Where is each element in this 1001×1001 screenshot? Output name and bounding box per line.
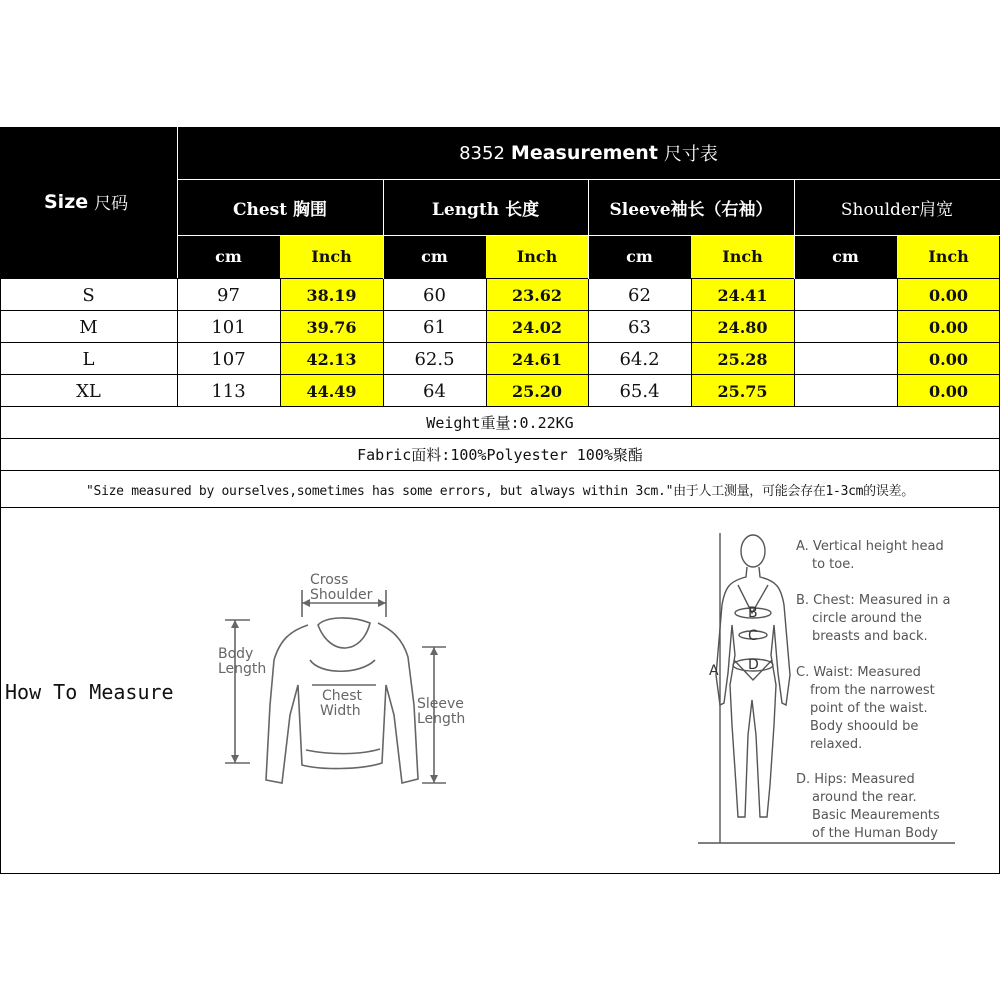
body-marker: D <box>748 657 759 673</box>
sleeve-cm-cell: 65.4 <box>619 380 660 402</box>
body-note: relaxed. <box>810 737 863 752</box>
body-note: Body shoould be <box>810 719 919 734</box>
shoulder-cm-cell <box>794 311 897 343</box>
unit-inch: Inch <box>691 235 794 278</box>
body-note: breasts and back. <box>812 629 928 644</box>
body-note: of the Human Body <box>812 826 938 841</box>
unit-cm: cm <box>588 235 691 278</box>
chest-inch-cell: 44.49 <box>280 375 383 407</box>
body-note: to toe. <box>812 557 855 572</box>
sleeve-inch-cell: 24.41 <box>691 279 794 311</box>
sleeve-inch-cell: 24.80 <box>691 311 794 343</box>
fabric-info: Fabric面料:100%Polyester 100%聚酯 <box>357 446 643 464</box>
table-title: 8352 Measurement 尺寸表 <box>459 142 718 165</box>
cross-shoulder-label: Shoulder <box>310 587 373 603</box>
chest-cm-cell: 101 <box>211 316 246 338</box>
size-cell: M <box>79 316 98 338</box>
body-note: Basic Meaurements <box>812 808 940 823</box>
body-length-label: Length <box>218 661 267 677</box>
shoulder-inch-cell: 0.00 <box>897 279 1000 311</box>
shoulder-group-header: Shoulder肩宽 <box>840 199 954 220</box>
body-marker: C <box>748 628 758 644</box>
shirt-diagram <box>210 565 480 800</box>
length-inch-cell: 25.20 <box>486 375 588 407</box>
chest-cm-cell: 97 <box>217 284 240 306</box>
chest-cm-cell: 113 <box>211 380 246 402</box>
chest-width-label: Chest <box>322 688 363 704</box>
length-inch-cell: 24.61 <box>486 343 588 375</box>
body-figure-diagram <box>690 525 970 850</box>
unit-cm: cm <box>383 235 486 278</box>
unit-cm: cm <box>794 235 897 278</box>
chest-inch-cell: 39.76 <box>280 311 383 343</box>
sleeve-length-label: Length <box>417 711 466 727</box>
body-note: from the narrowest <box>810 683 935 698</box>
sleeve-cm-cell: 62 <box>628 284 651 306</box>
sleeve-length-label: Sleeve <box>417 696 464 712</box>
shoulder-cm-cell <box>794 375 897 407</box>
body-length-label: Body <box>218 646 254 662</box>
body-note: point of the waist. <box>810 701 928 716</box>
shoulder-cm-cell <box>794 279 897 311</box>
measurement-note: "Size measured by ourselves,sometimes has some errors, but always within 3cm."由于人工测量，可能会存在1-3cm的误差。 <box>86 483 914 499</box>
shoulder-inch-cell: 0.00 <box>897 311 1000 343</box>
sleeve-group-header: Sleeve袖长（右袖） <box>609 199 773 220</box>
size-cell: S <box>82 284 95 306</box>
length-cm-cell: 61 <box>423 316 446 338</box>
body-note: A. Vertical height head <box>796 539 944 554</box>
shoulder-inch-cell: 0.00 <box>897 375 1000 407</box>
body-marker: A <box>709 663 719 679</box>
unit-inch: Inch <box>486 235 588 278</box>
body-note: D. Hips: Measured <box>796 772 915 787</box>
body-note: circle around the <box>812 611 922 626</box>
body-note: C. Waist: Measured <box>796 665 921 680</box>
sleeve-inch-cell: 25.28 <box>691 343 794 375</box>
body-marker: B <box>748 605 758 621</box>
weight-info: Weight重量:0.22KG <box>426 414 574 432</box>
length-cm-cell: 64 <box>423 380 446 402</box>
sleeve-inch-cell: 25.75 <box>691 375 794 407</box>
body-note: B. Chest: Measured in a <box>796 593 951 608</box>
body-note: around the rear. <box>812 790 917 805</box>
shoulder-cm-cell <box>794 343 897 375</box>
sleeve-cm-cell: 64.2 <box>619 348 660 370</box>
size-header: Size 尺码 <box>44 190 129 214</box>
unit-inch: Inch <box>897 235 1000 278</box>
size-cell: L <box>82 348 95 370</box>
size-cell: XL <box>76 380 101 402</box>
unit-inch: Inch <box>280 235 383 278</box>
unit-cm: cm <box>177 235 280 278</box>
length-inch-cell: 24.02 <box>486 311 588 343</box>
chest-group-header: Chest 胸围 <box>232 199 328 220</box>
how-to-measure-label: How To Measure <box>5 680 174 704</box>
chest-cm-cell: 107 <box>211 348 246 370</box>
chest-width-label: Width <box>320 703 361 719</box>
length-cm-cell: 60 <box>423 284 446 306</box>
length-group-header: Length 长度 <box>431 199 540 220</box>
chest-inch-cell: 42.13 <box>280 343 383 375</box>
shoulder-inch-cell: 0.00 <box>897 343 1000 375</box>
sleeve-cm-cell: 63 <box>628 316 651 338</box>
cross-shoulder-label: Cross <box>310 572 349 588</box>
length-cm-cell: 62.5 <box>414 348 455 370</box>
chest-inch-cell: 38.19 <box>280 279 383 311</box>
length-inch-cell: 23.62 <box>486 279 588 311</box>
